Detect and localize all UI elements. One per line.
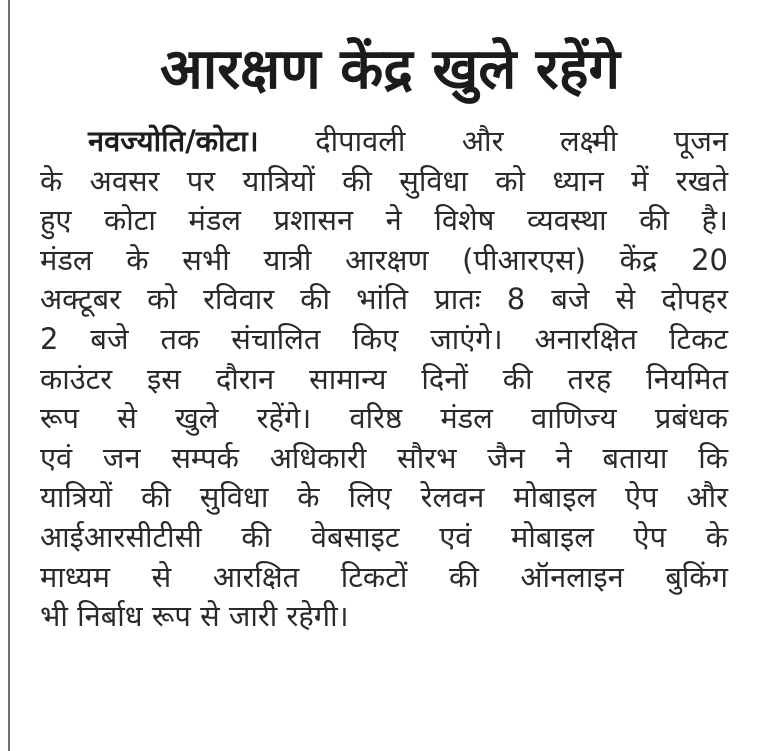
article-line: यात्रियों की सुविधा के लिए रेलवन मोबाइल ऐप और (40, 480, 728, 515)
article-line: रूप से खुले रहेंगे। वरिष्ठ मंडल वाणिज्य प्रबंधक (40, 401, 728, 436)
article-body (40, 122, 728, 637)
article-line: मंडल के सभी यात्री आरक्षण (पीआरएस) केंद्र 20 (40, 242, 728, 277)
article-line (40, 122, 728, 162)
article-line: के अवसर पर यात्रियों की सुविधा को ध्यान में रखते (40, 163, 728, 198)
article-line: अक्टूबर को रविवार की भांति प्रातः 8 बजे से दोपहर (40, 282, 728, 317)
article-line: 2 बजे तक संचालित किए जाएंगे। अनारक्षित टिकट (40, 321, 728, 356)
article-line: काउंटर इस दौरान सामान्य दिनों की तरह नियमित (40, 361, 728, 396)
article-line: एवं जन सम्पर्क अधिकारी सौरभ जैन ने बताया कि (40, 440, 728, 475)
column-divider-rule (8, 0, 10, 751)
article-line: भी निर्बाध रूप से जारी रहेगी। (40, 599, 349, 634)
article-line: हुए कोटा मंडल प्रशासन ने विशेष व्यवस्था की है। (40, 203, 728, 238)
article-headline: आरक्षण केंद्र खुले रहेंगे (160, 37, 620, 102)
article-line: आईआरसीटीसी की वेबसाइट एवं मोबाइल ऐप के (40, 519, 728, 554)
article-line-text: दीपावली और लक्ष्मी पूजन (315, 124, 728, 158)
article-dateline: नवज्योति/कोटा। (88, 124, 259, 158)
article-line: माध्यम से आरक्षित टिकटों की ऑनलाइन बुकिंग (40, 559, 728, 594)
